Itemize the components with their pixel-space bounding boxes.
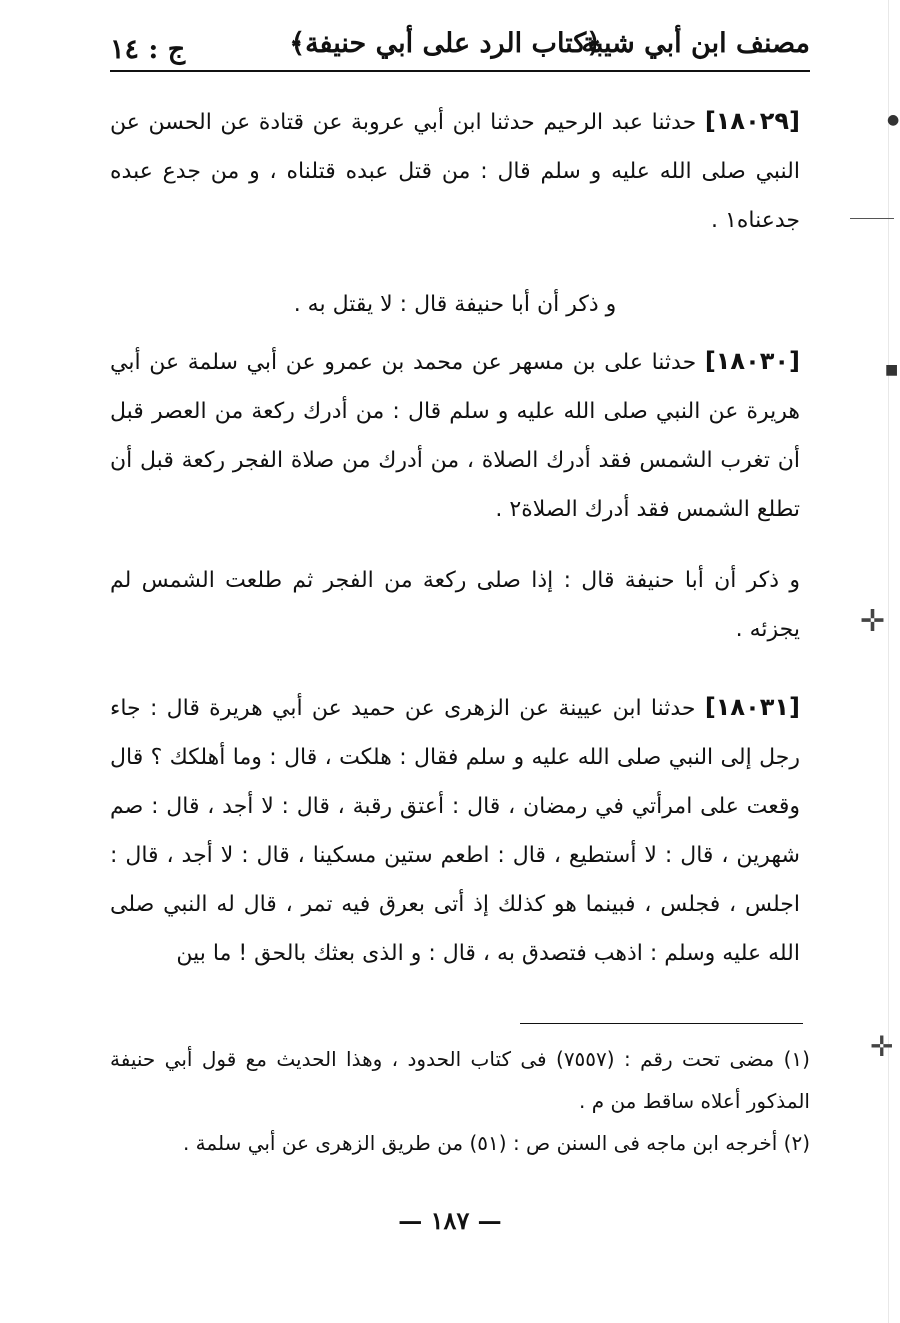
hadith-text: حدثنا عبد الرحيم حدثنا ابن أبي عروبة عن قتادة عن الحسن عن النبي صلى الله عليه و سلم قال : من قتل عبده قتلناه ، و من جدع عبده جدعناه١ . xyxy=(110,110,800,233)
footnotes xyxy=(110,1038,810,1164)
footnote-1: (١) مضى تحت رقم : (٧٥٥٧) فى كتاب الحدود ، وهذا الحديث مع قول أبي حنيفة المذكور أعلاه ساقط من م . xyxy=(110,1047,810,1113)
hadith-18030 xyxy=(110,337,800,534)
note-text: و ذكر أن أبا حنيفة قال : إذا صلى ركعة من الفجر ثم طلعت الشمس لم يجزئه . xyxy=(110,568,800,642)
margin-dot-mark: ■ xyxy=(885,362,899,378)
hadith-number: [١٨٠٣٠] xyxy=(704,347,800,375)
book-title: مصنف ابن أبي شيبة xyxy=(581,28,810,59)
hadith-text: حدثنا ابن عيينة عن الزهرى عن حميد عن أبي هريرة قال : جاء رجل إلى النبي صلى الله عليه و سلم فقال : هلكت ، قال : وما أهلكك ؟ قال وقعت على امرأتي في رمضان ، قال : أعتق رقبة ، قال : لا أجد ، قال : صم شهرين ، قال : لا أستطيع ، قال : اطعم ستين مسكينا ، قال : لا أجد ، قال : اجلس ، فجلس ، فبينما هو كذلك إذ أتى بعرق فيه تمر ، قال له النبي صلى الله عليه وسلم : اذهب فتصدق به ، قال : و الذى بعثك بالحق ! ما بين xyxy=(110,696,800,966)
hadith-number: [١٨٠٢٩] xyxy=(704,107,800,135)
chapter-title: ﴿كتاب الرد على أبي حنيفة﴾ xyxy=(289,28,602,59)
scan-edge-line xyxy=(888,0,889,1323)
hadith-18031 xyxy=(110,683,800,978)
abu-hanifa-note-1 xyxy=(110,280,800,329)
page-number: — ١٨٧ — xyxy=(398,1206,502,1235)
margin-cross-mark: ✛ xyxy=(870,1030,894,1063)
hadith-text: حدثنا على بن مسهر عن محمد بن عمرو عن أبي سلمة عن أبي هريرة عن النبي صلى الله عليه و سلم قال : من أدرك ركعة من العصر قبل أن تغرب الشمس فقد أدرك الصلاة ، من أدرك من صلاة الفجر ركعة قبل أن تطلع الشمس فقد أدرك الصلاة٢ . xyxy=(110,350,800,522)
margin-dash-mark xyxy=(850,218,894,219)
hadith-18029 xyxy=(110,97,800,245)
footnote-2: (٢) أخرجه ابن ماجه فى السنن ص : (٥١) من طريق الزهرى عن أبي سلمة . xyxy=(182,1131,810,1155)
abu-hanifa-note-2 xyxy=(110,556,800,654)
running-header xyxy=(110,22,810,72)
footnote-rule xyxy=(520,1023,803,1024)
header-rule xyxy=(110,70,810,72)
note-text: و ذكر أن أبا حنيفة قال : لا يقتل به . xyxy=(293,292,617,317)
margin-cross-mark: ✛ xyxy=(860,604,886,639)
margin-dot-mark: ● xyxy=(887,112,900,128)
volume-number: ج : ١٤ xyxy=(110,34,186,65)
hadith-number: [١٨٠٣١] xyxy=(704,693,800,721)
